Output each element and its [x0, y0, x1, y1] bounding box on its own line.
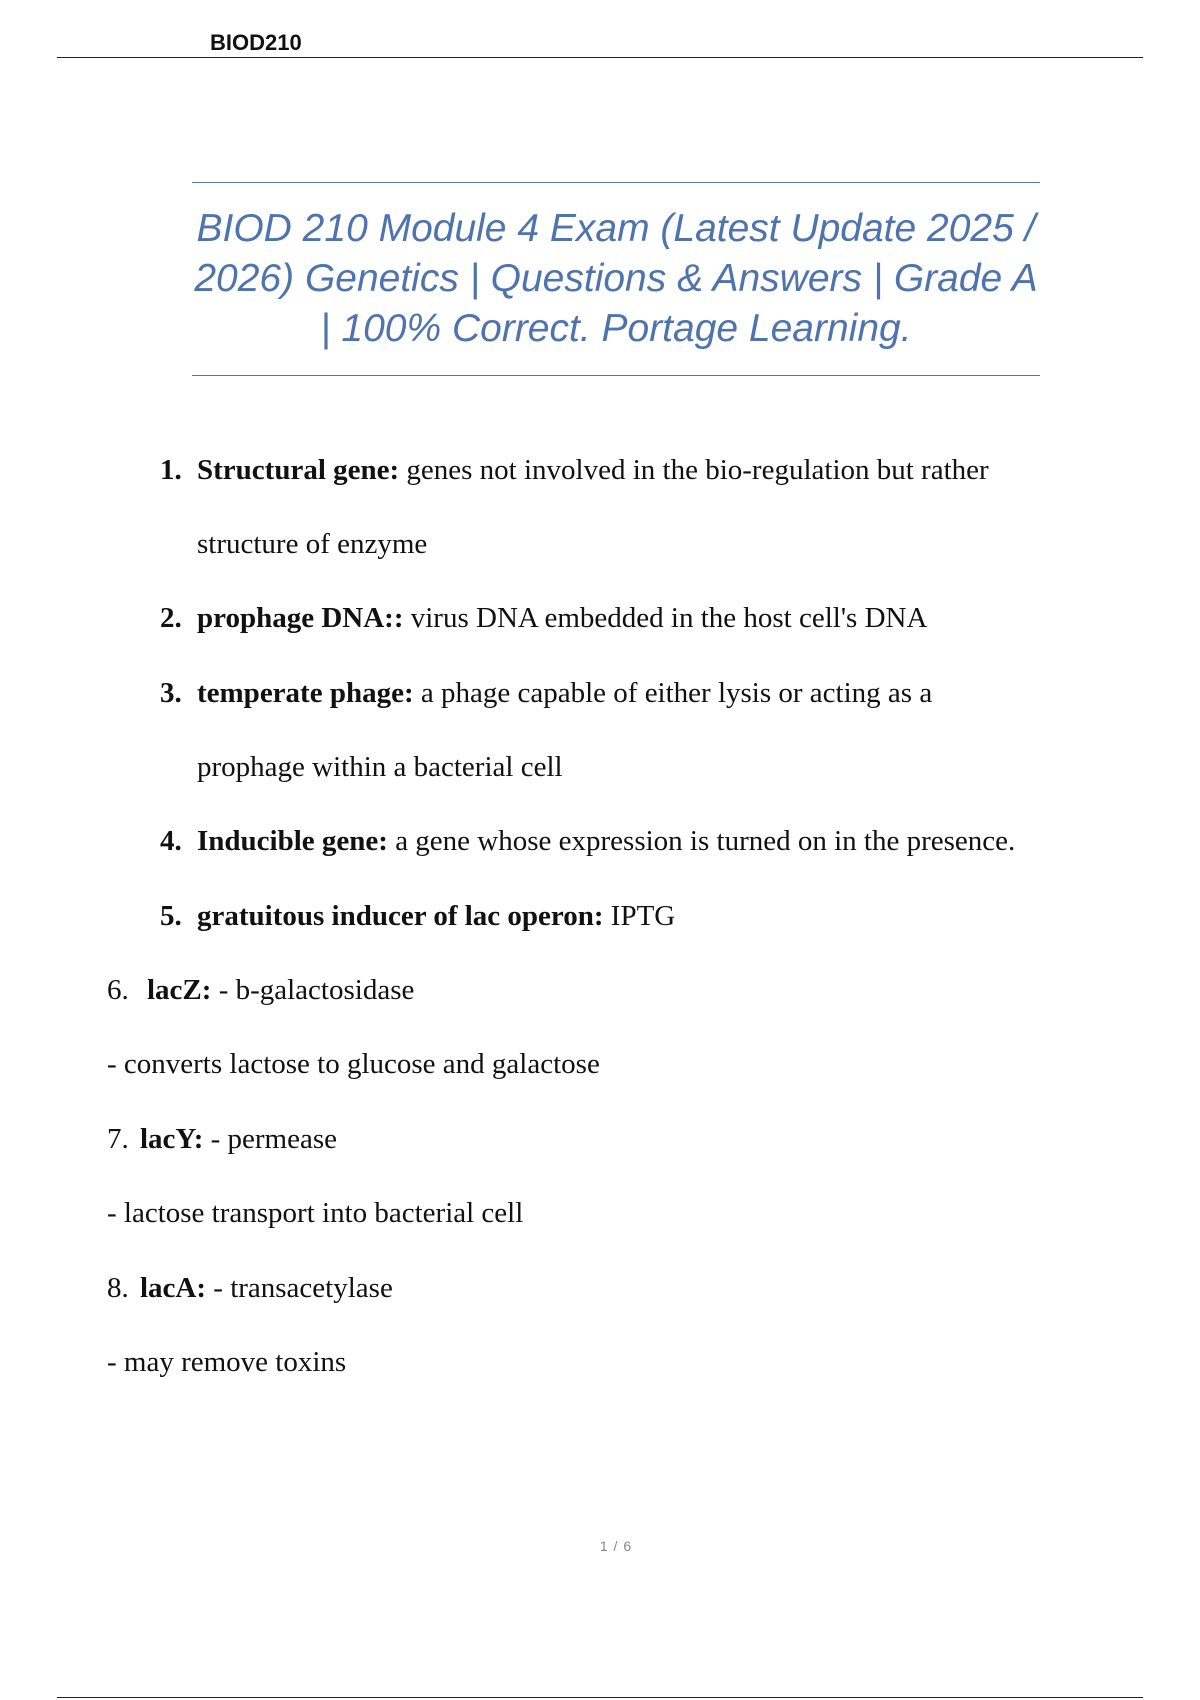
item-number: 1. — [160, 454, 182, 486]
list-item-4 — [160, 823, 1015, 859]
item-number: 5. — [160, 900, 182, 932]
item-definition: a gene whose expression is turned on in the presence. — [387, 825, 1016, 857]
item-definition: - b-galactosidase — [211, 974, 415, 1006]
item-definition: genes not involved in the bio-regulation but rather — [399, 454, 989, 486]
item-definition-continued: - converts lactose to glucose and galactose — [107, 1048, 600, 1080]
item-term: Inducible gene: — [197, 825, 388, 857]
item-number: 4. — [160, 825, 182, 857]
item-term: temperate phage: — [197, 677, 414, 709]
item-definition: a phage capable of either lysis or acting as a — [413, 677, 933, 709]
item-number: 3. — [160, 677, 182, 709]
list-item-5 — [160, 898, 675, 934]
document-title: BIOD 210 Module 4 Exam (Latest Update 2025 / 2026) Genetics | Questions & Answers | Grade A | 100% Correct. Portage Learning. — [194, 207, 1038, 350]
list-item-7-continuation — [107, 1195, 523, 1231]
item-term: lacA: — [140, 1272, 207, 1304]
title-box — [192, 182, 1040, 376]
item-definition: virus DNA embedded in the host cell's DNA — [403, 602, 928, 634]
footer-divider — [57, 1697, 1143, 1698]
header-divider — [57, 57, 1143, 58]
list-item-8 — [107, 1270, 393, 1306]
header-course-code: BIOD210 — [210, 30, 302, 55]
list-item-1-continuation — [197, 526, 427, 562]
item-number: 2. — [160, 602, 182, 634]
list-item-2 — [160, 600, 927, 636]
list-item-1 — [160, 452, 989, 488]
item-term: gratuitous inducer of lac operon: — [197, 900, 604, 932]
item-definition-continued: - lactose transport into bacterial cell — [107, 1197, 524, 1229]
item-definition-continued: - may remove toxins — [107, 1346, 347, 1378]
item-term: Structural gene: — [197, 454, 400, 486]
item-definition: - permease — [203, 1123, 338, 1155]
list-item-6 — [107, 972, 414, 1008]
item-number: 6. — [107, 974, 129, 1006]
item-term: lacY: — [140, 1123, 204, 1155]
item-number: 7. — [107, 1123, 129, 1155]
list-item-3-continuation — [197, 749, 563, 785]
list-item-8-continuation — [107, 1344, 346, 1380]
page-number: 1 / 6 — [599, 1538, 633, 1554]
item-number: 8. — [107, 1272, 129, 1304]
item-definition: - transacetylase — [206, 1272, 393, 1304]
list-item-3 — [160, 675, 932, 711]
list-item-6-continuation — [107, 1046, 600, 1082]
list-item-7 — [107, 1121, 337, 1157]
item-definition-continued: prophage within a bacterial cell — [197, 751, 563, 783]
item-term: prophage DNA:: — [197, 602, 404, 634]
item-term: lacZ: — [147, 974, 212, 1006]
item-definition-continued: structure of enzyme — [197, 528, 428, 560]
item-definition: IPTG — [603, 900, 676, 932]
